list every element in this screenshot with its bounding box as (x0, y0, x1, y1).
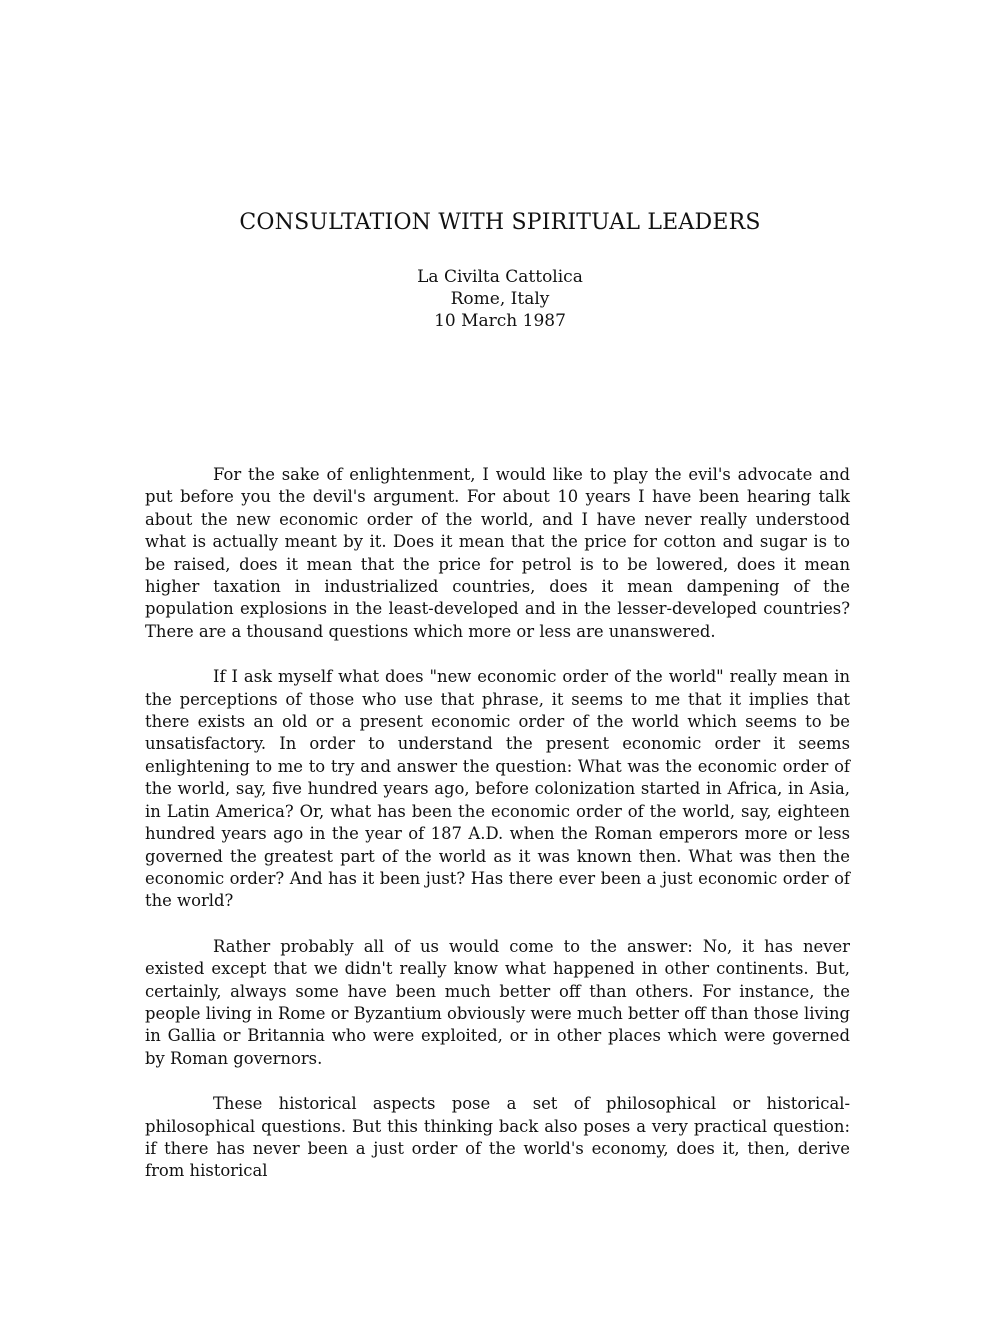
venue-line: La Civilta Cattolica (417, 267, 583, 287)
location-line: Rome, Italy (450, 289, 550, 309)
document-body (145, 464, 850, 1206)
paragraph: Rather probably all of us would come to the answer: No, it has never existed except that we didn't really know what happened in other continents. But, certainly, always some have been much better off than others. For instance, the people living in Rome or Byzantium obviously were much better off than those living in Gallia or Britannia who were exploited, or in other places which were governed by Roman governors. (145, 936, 850, 1068)
document-header (0, 266, 1000, 332)
date-line: 10 March 1987 (434, 311, 566, 331)
paragraph: If I ask myself what does "new economic order of the world" really mean in the perceptions of those who use that phrase, it seems to me that it implies that there exists an old or a present economic order of the world which seems to be unsatisfactory. In order to understand the present economic order it seems enlightening to me to try and answer the question: What was the economic order of the world, say, five hundred years ago, before colonization started in Africa, in Asia, in Latin America? Or, what has been the economic order of the world, say, eighteen hundred years ago in the year of 187 A.D. when the Roman emperors more or less governed the greatest part of the world as it was known then. What was then the economic order? And has it been just? Has there ever been a just economic order of the world? (145, 667, 850, 911)
page-title: CONSULTATION WITH SPIRITUAL LEADERS (239, 210, 761, 235)
paragraph: These historical aspects pose a set of philosophical or historical-philosophical questions. But this thinking back also poses a very practical question: if there has never been a just order of the world's economy, does it, then, derive from historical (145, 1094, 850, 1181)
paragraph: For the sake of enlightenment, I would like to play the evil's advocate and put before you the devil's argument. For about 10 years I have been hearing talk about the new economic order of the world, and I have never really understood what is actually meant by it. Does it mean that the price for cotton and sugar is to be raised, does it mean that the price for petrol is to be lowered, does it mean higher taxation in industrialized countries, does it mean dampening of the population explosions in the least-developed and in the lesser-developed countries? There are a thousand questions which more or less are unanswered. (145, 465, 850, 641)
